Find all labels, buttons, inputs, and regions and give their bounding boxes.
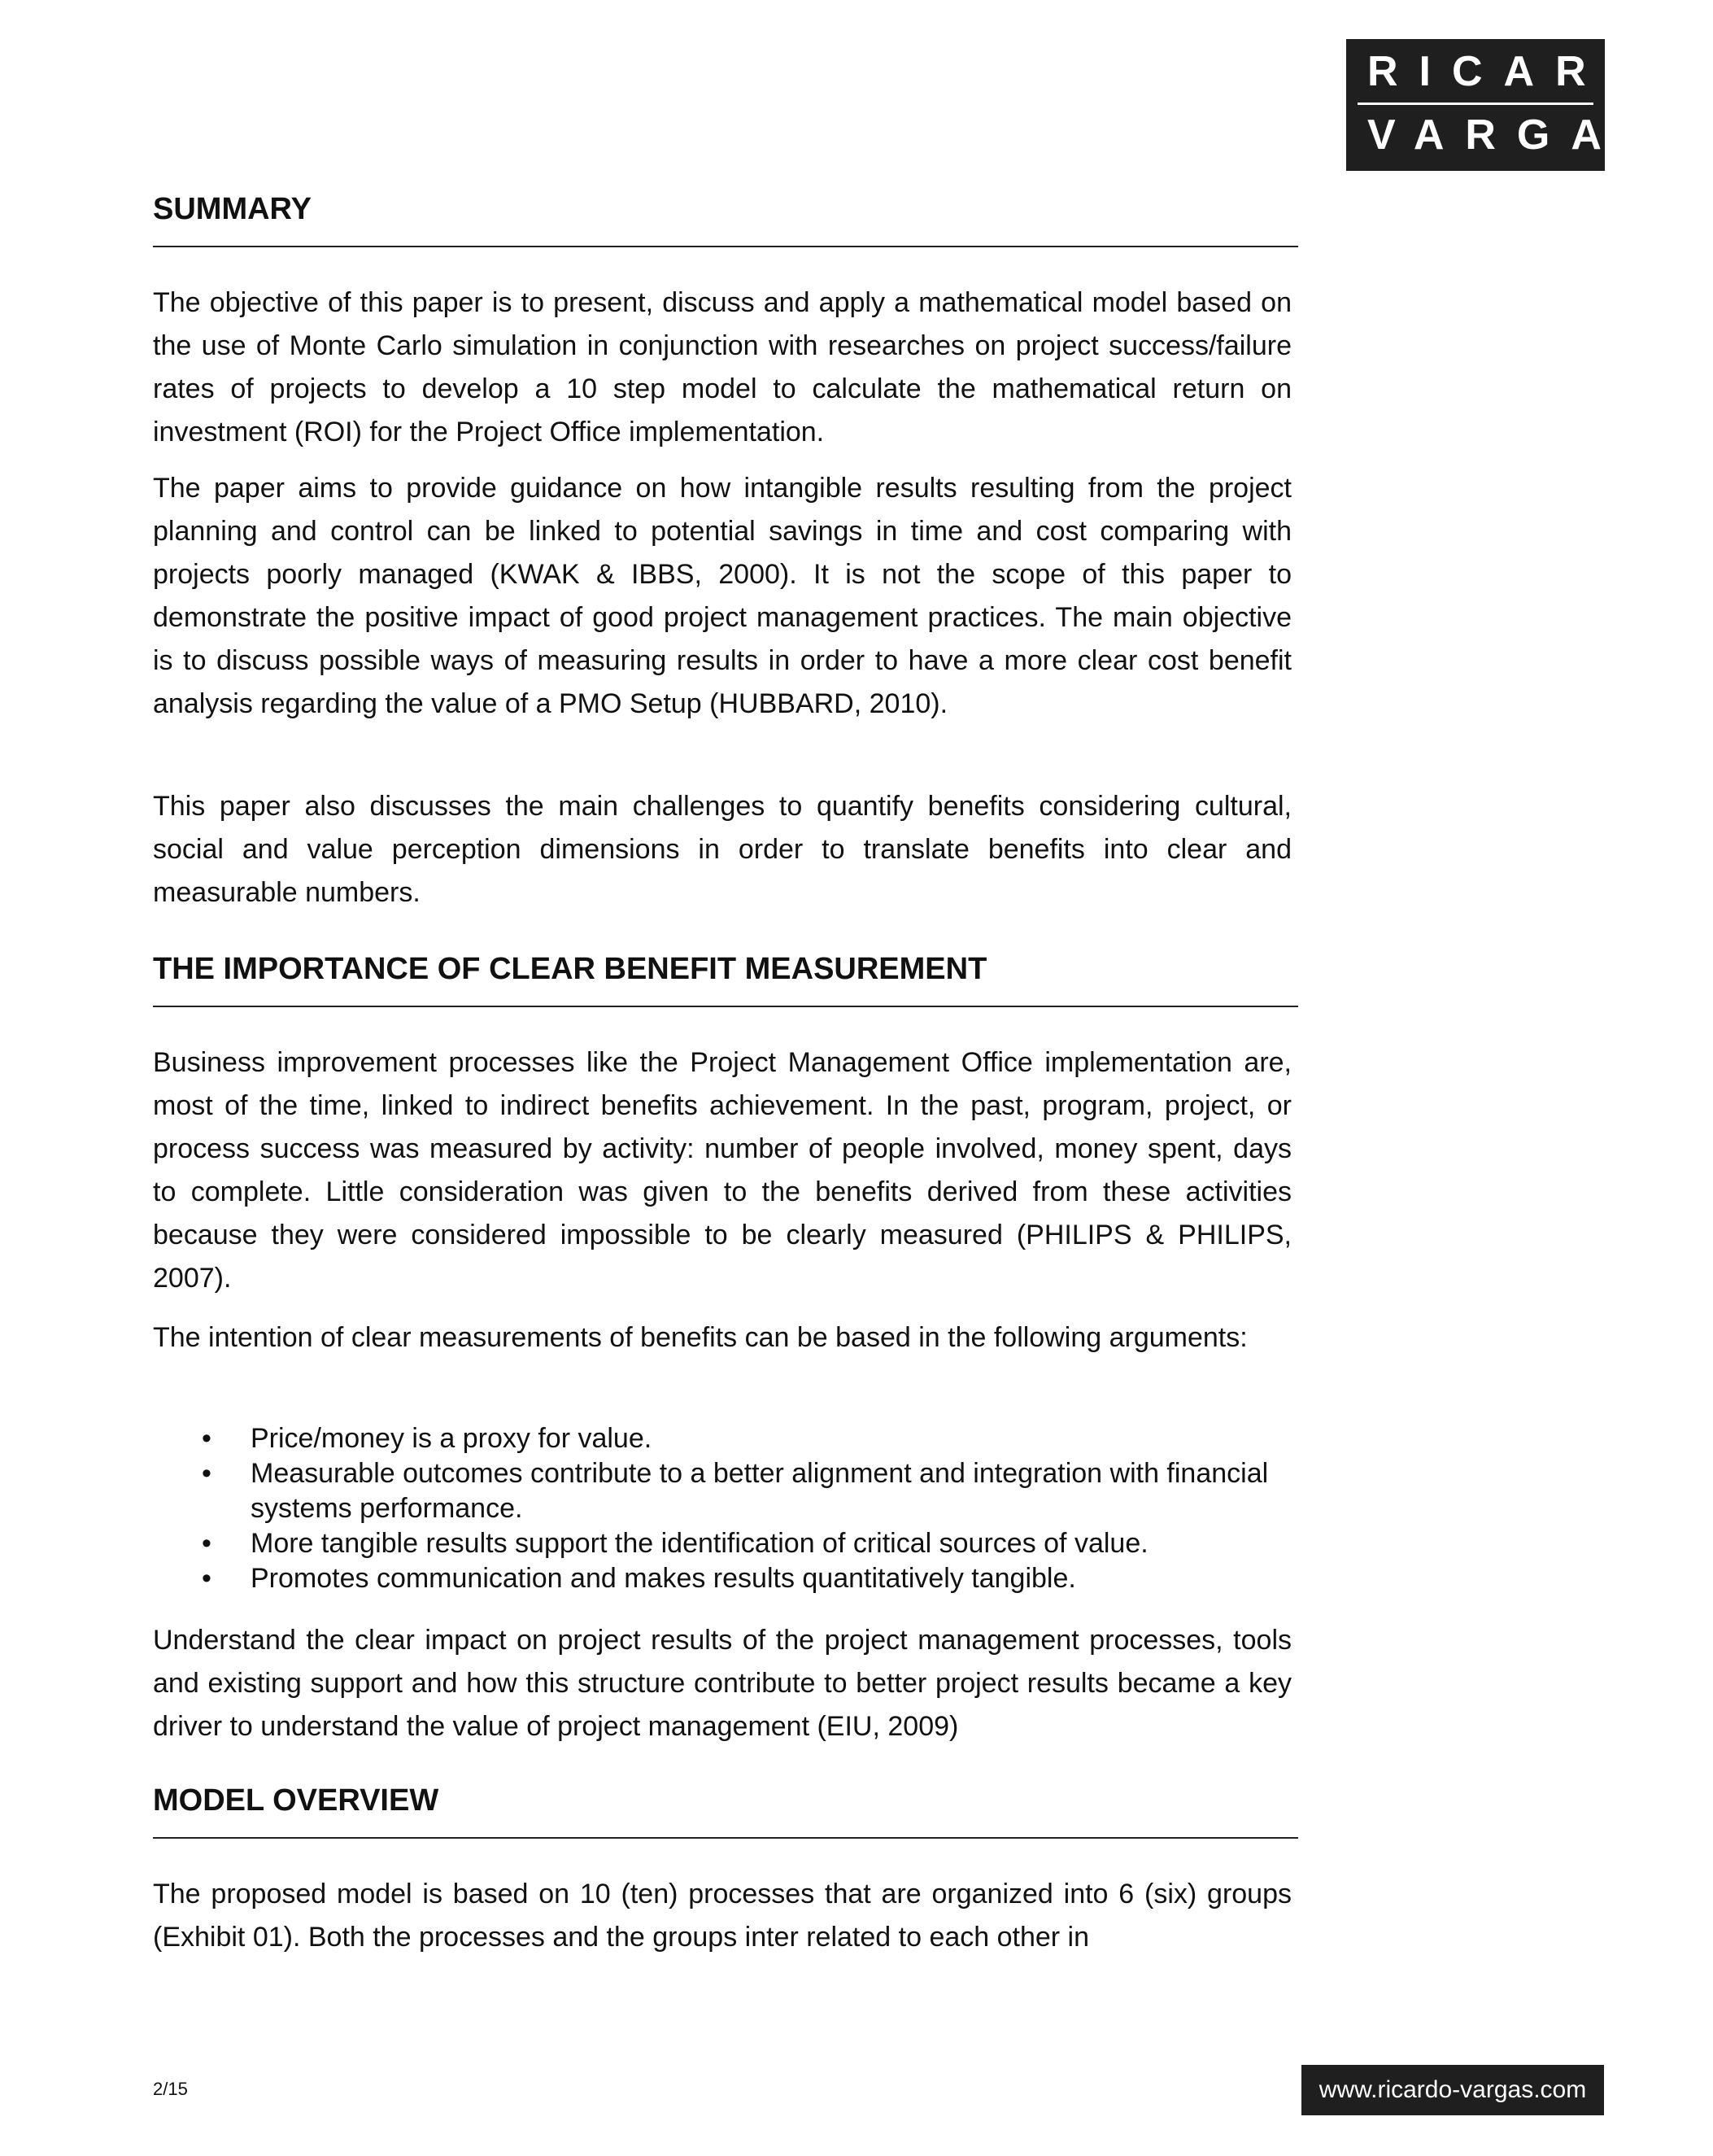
importance-paragraph-1: Business improvement processes like the Project Management Office implementation are, most of the time, linked to indirect benefits achievement. In the past, program, project, or process success was measured by activity: number of people involved, money spent, days to complete. Little consideration was given to the benefits derived from these activities because they were considered impossible to be clearly measured (PHILIPS & PHILIPS, 2007).: [153, 1047, 1292, 1294]
summary-heading: SUMMARY: [153, 190, 1298, 247]
model-overview-heading: MODEL OVERVIEW: [153, 1782, 1298, 1839]
list-item: • Promotes communication and makes results quantitatively tangible.: [153, 1561, 1292, 1596]
page-number: 2/15: [153, 2079, 188, 2099]
website-url[interactable]: www.ricardo-vargas.com: [1301, 2065, 1604, 2115]
logo-line-2: VARGAS: [1367, 111, 1672, 159]
summary-paragraph-1: The objective of this paper is to present, discuss and apply a mathematical model based on the use of Monte Carlo simulation in conjunction with researches on project success/failure rates of projects to develop a 10 step model to calculate the mathematical return on investment (ROI) for the Project Office implementation.: [153, 287, 1292, 447]
bullet-marker: •: [202, 1528, 211, 1559]
importance-heading: THE IMPORTANCE OF CLEAR BENEFIT MEASUREMENT: [153, 950, 1298, 1007]
summary-paragraph-2: The paper aims to provide guidance on how intangible results resulting from the project planning and control can be linked to potential savings in time and cost comparing with projects poorly managed (KWAK & IBBS, 2000). It is not the scope of this paper to demonstrate the positive impact of good project management practices. The main objective is to discuss possible ways of measuring results in order to have a more clear cost benefit analysis regarding the value of a PMO Setup (HUBBARD, 2010).: [153, 473, 1292, 719]
summary-paragraph-3: This paper also discusses the main challenges to quantify benefits considering cultural, social and value perception dimensions in order to translate benefits into clear and measurable numbers.: [153, 791, 1292, 908]
importance-paragraph-2: The intention of clear measurements of benefits can be based in the following arguments:: [153, 1322, 1248, 1353]
list-item: • Measurable outcomes contribute to a better alignment and integration with financial systems performance.: [202, 1458, 1269, 1524]
logo-line-1: RICARDO: [1367, 48, 1713, 95]
bullet-marker: •: [202, 1458, 211, 1489]
list-item: • Price/money is a proxy for value.: [153, 1421, 1292, 1456]
ricardo-vargas-logo: [1346, 39, 1713, 171]
bullet-marker: •: [202, 1423, 211, 1454]
list-item: • More tangible results support the identification of critical sources of value.: [153, 1526, 1292, 1561]
importance-paragraph-3: Understand the clear impact on project results of the project management processes, tools and existing support and how this structure contribute to better project results became a key driver to understand the value of project management (EIU, 2009): [153, 1625, 1292, 1742]
bullet-marker: •: [202, 1563, 211, 1594]
overview-paragraph-1: The proposed model is based on 10 (ten) processes that are organized into 6 (six) groups (Exhibit 01). Both the processes and the groups inter related to each other in: [153, 1879, 1292, 1953]
logo-divider: [1358, 103, 1593, 105]
arguments-list: [153, 1421, 1292, 1596]
